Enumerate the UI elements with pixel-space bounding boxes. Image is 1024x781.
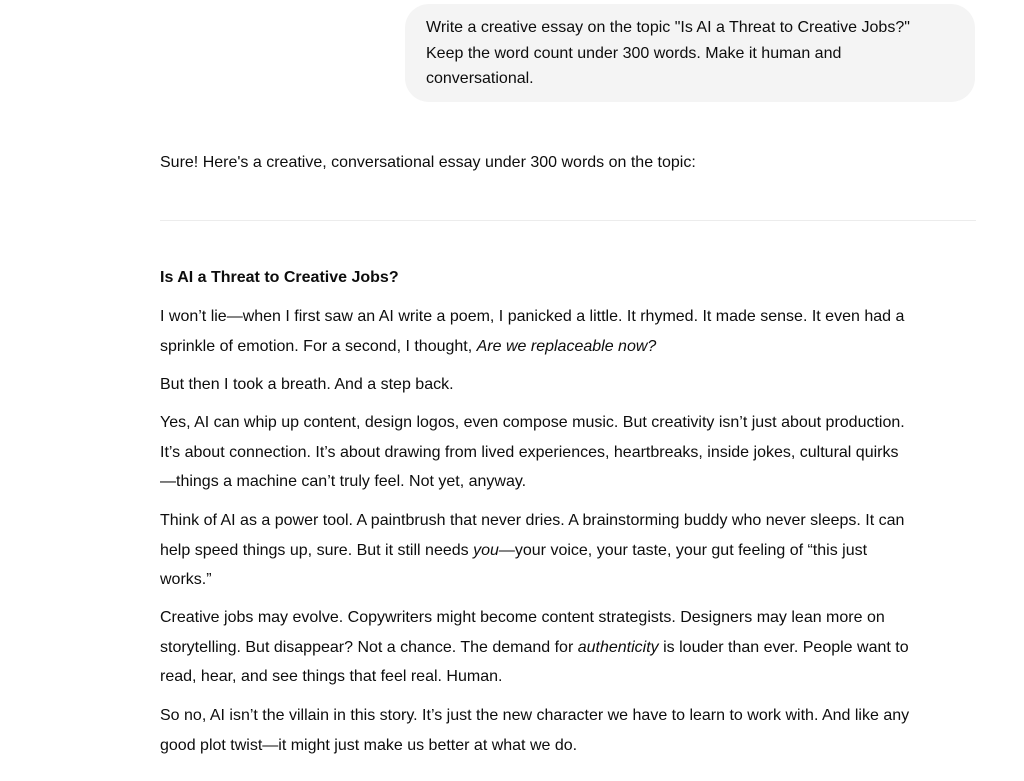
paragraph-line: So no, AI isn’t the villain in this story. It’s just the new character we have to learn to work with. And like any [160, 707, 910, 724]
user-message-bubble [405, 4, 975, 102]
essay-paragraph-6 [160, 701, 976, 760]
divider [160, 220, 976, 221]
paragraph-line [160, 633, 976, 663]
paragraph-line [160, 536, 976, 566]
essay-paragraph-1 [160, 302, 976, 361]
essay-paragraph-4 [160, 506, 976, 595]
paragraph-line: good plot twist—it might just make us better at what we do. [160, 736, 578, 754]
paragraph-line: read, hear, and see things that feel real. Human. [160, 668, 503, 686]
paragraph-line: Yes, AI can whip up content, design logos, even compose music. But creativity isn’t just about production. [160, 414, 905, 431]
essay-title: Is AI a Threat to Creative Jobs? [160, 269, 399, 286]
user-message-line: Keep the word count under 300 words. Make it human and [426, 44, 842, 62]
paragraph-text: —your voice, your taste, your gut feeling of “this just [498, 541, 868, 559]
essay-paragraph-5 [160, 603, 976, 692]
emphasis-text: you [473, 541, 499, 559]
user-message-line: conversational. [426, 70, 534, 87]
essay-paragraph-2 [160, 370, 976, 400]
paragraph-line: Think of AI as a power tool. A paintbrush that never dries. A brainstorming buddy who never sleeps. It can [160, 512, 905, 529]
paragraph-line: I won’t lie—when I first saw an AI write a poem, I panicked a little. It rhymed. It made sense. It even had a [160, 308, 905, 325]
paragraph-text: is louder than ever. People want to [658, 638, 909, 656]
paragraph-line: works.” [160, 571, 212, 589]
paragraph-line: —things a machine can’t truly feel. Not yet, anyway. [160, 473, 527, 491]
user-message-text [426, 15, 955, 92]
emphasis-text: authenticity [577, 638, 659, 656]
emphasis-text: Are we replaceable now? [476, 337, 657, 355]
assistant-intro: Sure! Here's a creative, conversational essay under 300 words on the topic: [160, 154, 696, 171]
paragraph-text: storytelling. But disappear? Not a chance. The demand for [160, 638, 578, 656]
paragraph-line: It’s about connection. It’s about drawing from lived experiences, heartbreaks, inside jokes, cultural quirks [160, 443, 899, 461]
paragraph-line: But then I took a breath. And a step back. [160, 376, 454, 393]
paragraph-text: sprinkle of emotion. For a second, I thought, [160, 337, 477, 355]
user-message-line: Write a creative essay on the topic "Is AI a Threat to Creative Jobs?" [426, 19, 910, 36]
essay-paragraph-3 [160, 408, 976, 497]
paragraph-line [160, 332, 976, 362]
paragraph-line: Creative jobs may evolve. Copywriters might become content strategists. Designers may lean more on [160, 609, 885, 626]
paragraph-text: help speed things up, sure. But it still needs [160, 541, 474, 559]
